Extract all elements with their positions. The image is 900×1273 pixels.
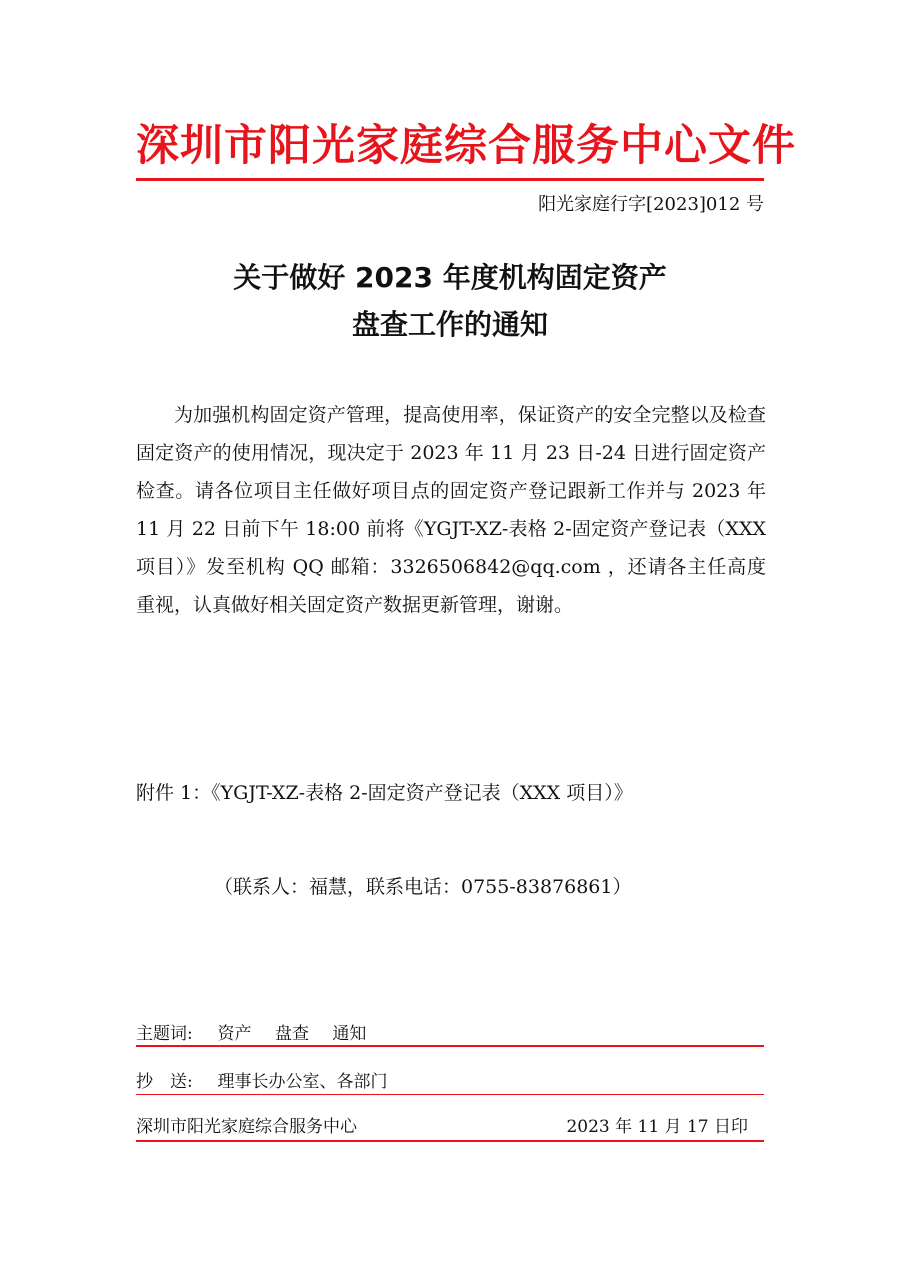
cc-line [136, 1067, 388, 1092]
print-date: 2023 年 11 月 17 日印 [566, 1117, 748, 1137]
keywords-label: 主题词: [136, 1024, 193, 1044]
cc-label: 抄 送: [136, 1072, 193, 1092]
keyword-item: 盘查 [274, 1024, 309, 1044]
footer-rule-1 [136, 1045, 764, 1047]
issuer-name: 深圳市阳光家庭综合服务中心 [136, 1117, 357, 1137]
notice-title-line-1: 关于做好 2023 年度机构固定资产 [233, 261, 667, 294]
masthead-title: 深圳市阳光家庭综合服务中心文件 [136, 121, 796, 171]
keyword-item: 通知 [332, 1024, 367, 1044]
document-number: 阳光家庭行字[2023]012 号 [538, 194, 764, 215]
keywords-line [136, 1019, 384, 1044]
contact-info: （联系人：福慧，联系电话：0755-83876861） [214, 876, 632, 898]
notice-body-paragraph: 为加强机构固定资产管理，提高使用率，保证资产的安全完整以及检查固定资产的使用情况，现决定于 2023 年 11 月 23 日-24 日进行固定资产检查。请各位项目主任做好项目点的固定资产登记跟新工作并与 2023 年 11 月 22 日前下午 18:00 前将《YGJT-XZ-表格 2-固定资产登记表（XXX 项目）》发至机构 QQ 邮箱：3326506842@qq.com ，还请各主任高度重视，认真做好相关固定资产数据更新管理，谢谢。 [136, 404, 766, 616]
footer-rule-2 [136, 1094, 764, 1095]
footer-rule-3 [136, 1140, 764, 1142]
masthead-red-rule [136, 178, 764, 181]
attachment-line: 附件 1：《YGJT-XZ-表格 2-固定资产登记表（XXX 项目）》 [136, 782, 633, 804]
notice-title-line-2: 盘查工作的通知 [351, 308, 548, 341]
keyword-item: 资产 [217, 1024, 252, 1044]
cc-recipients: 理事长办公室、各部门 [217, 1072, 388, 1092]
